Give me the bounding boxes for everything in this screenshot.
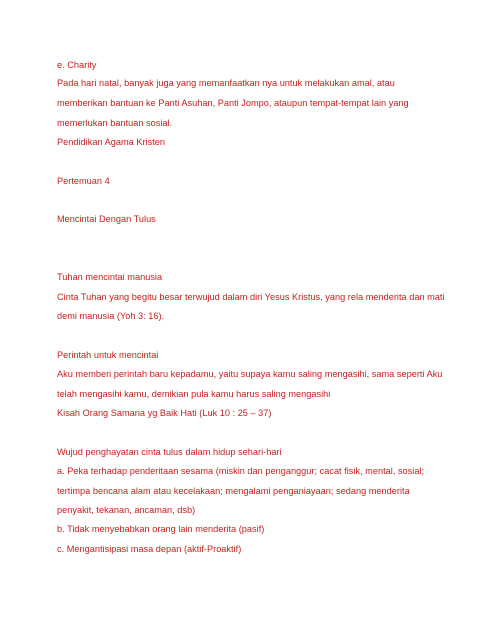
section-heading-command: Perintah untuk mencintai — [57, 350, 159, 360]
command-text-line-2: telah mengasihi kamu, demikian pula kamu harus saling mengasihi — [57, 389, 331, 399]
practice-item-a-line-3: penyakit, tekanan, ancaman, dsb) — [57, 505, 196, 515]
charity-text-line-2: memberikan bantuan ke Panti Asuhan, Panti Jompo, ataupun tempat-tempat lain yang — [57, 98, 409, 108]
lesson-title: Mencintai Dengan Tulus — [57, 214, 156, 224]
charity-text-line-3: memerlukan bantuan sosial. — [57, 118, 173, 128]
meeting-number: Pertemuan 4 — [57, 176, 110, 186]
samaritan-story-line: Kisah Orang Samaria yg Baik Hati (Luk 10 : 25 – 37) — [57, 408, 272, 418]
practice-item-a-line-1: a. Peka terhadap penderitaan sesama (miskin dan penganggur; cacat fisik, mental, sosial; — [57, 466, 425, 476]
section-heading-practice: Wujud penghayatan cinta tulus dalam hidup sehari-hari — [57, 447, 282, 457]
practice-item-b: b. Tidak menyebabkan orang lain menderita (pasif) — [57, 524, 265, 534]
god-love-text-line-1: Cinta Tuhan yang begitu besar terwujud dalam diri Yesus Kristus, yang rela menderita dan mati — [57, 292, 445, 302]
charity-text-line-1: Pada hari natal, banyak juga yang memanfaatkan nya untuk melakukan amal, atau — [57, 78, 395, 88]
practice-item-a-line-2: tertimpa bencana alam atau kecelakaan; mengalami penganiayaan; sedang menderita — [57, 486, 410, 496]
practice-item-c: c. Mengantisipasi masa depan (aktif-Proaktif) — [57, 544, 242, 554]
god-love-text-line-2: demi manusia (Yoh 3: 16). — [57, 311, 165, 321]
course-title: Pendidikan Agama Kristen — [57, 137, 166, 147]
charity-heading: e. Charity — [57, 60, 97, 70]
section-heading-god-love: Tuhan mencintai manusia — [57, 272, 163, 282]
command-text-line-1: Aku memberi perintah baru kepadamu, yaitu supaya kamu saling mengasihi, sama seperti Aku — [57, 369, 443, 379]
